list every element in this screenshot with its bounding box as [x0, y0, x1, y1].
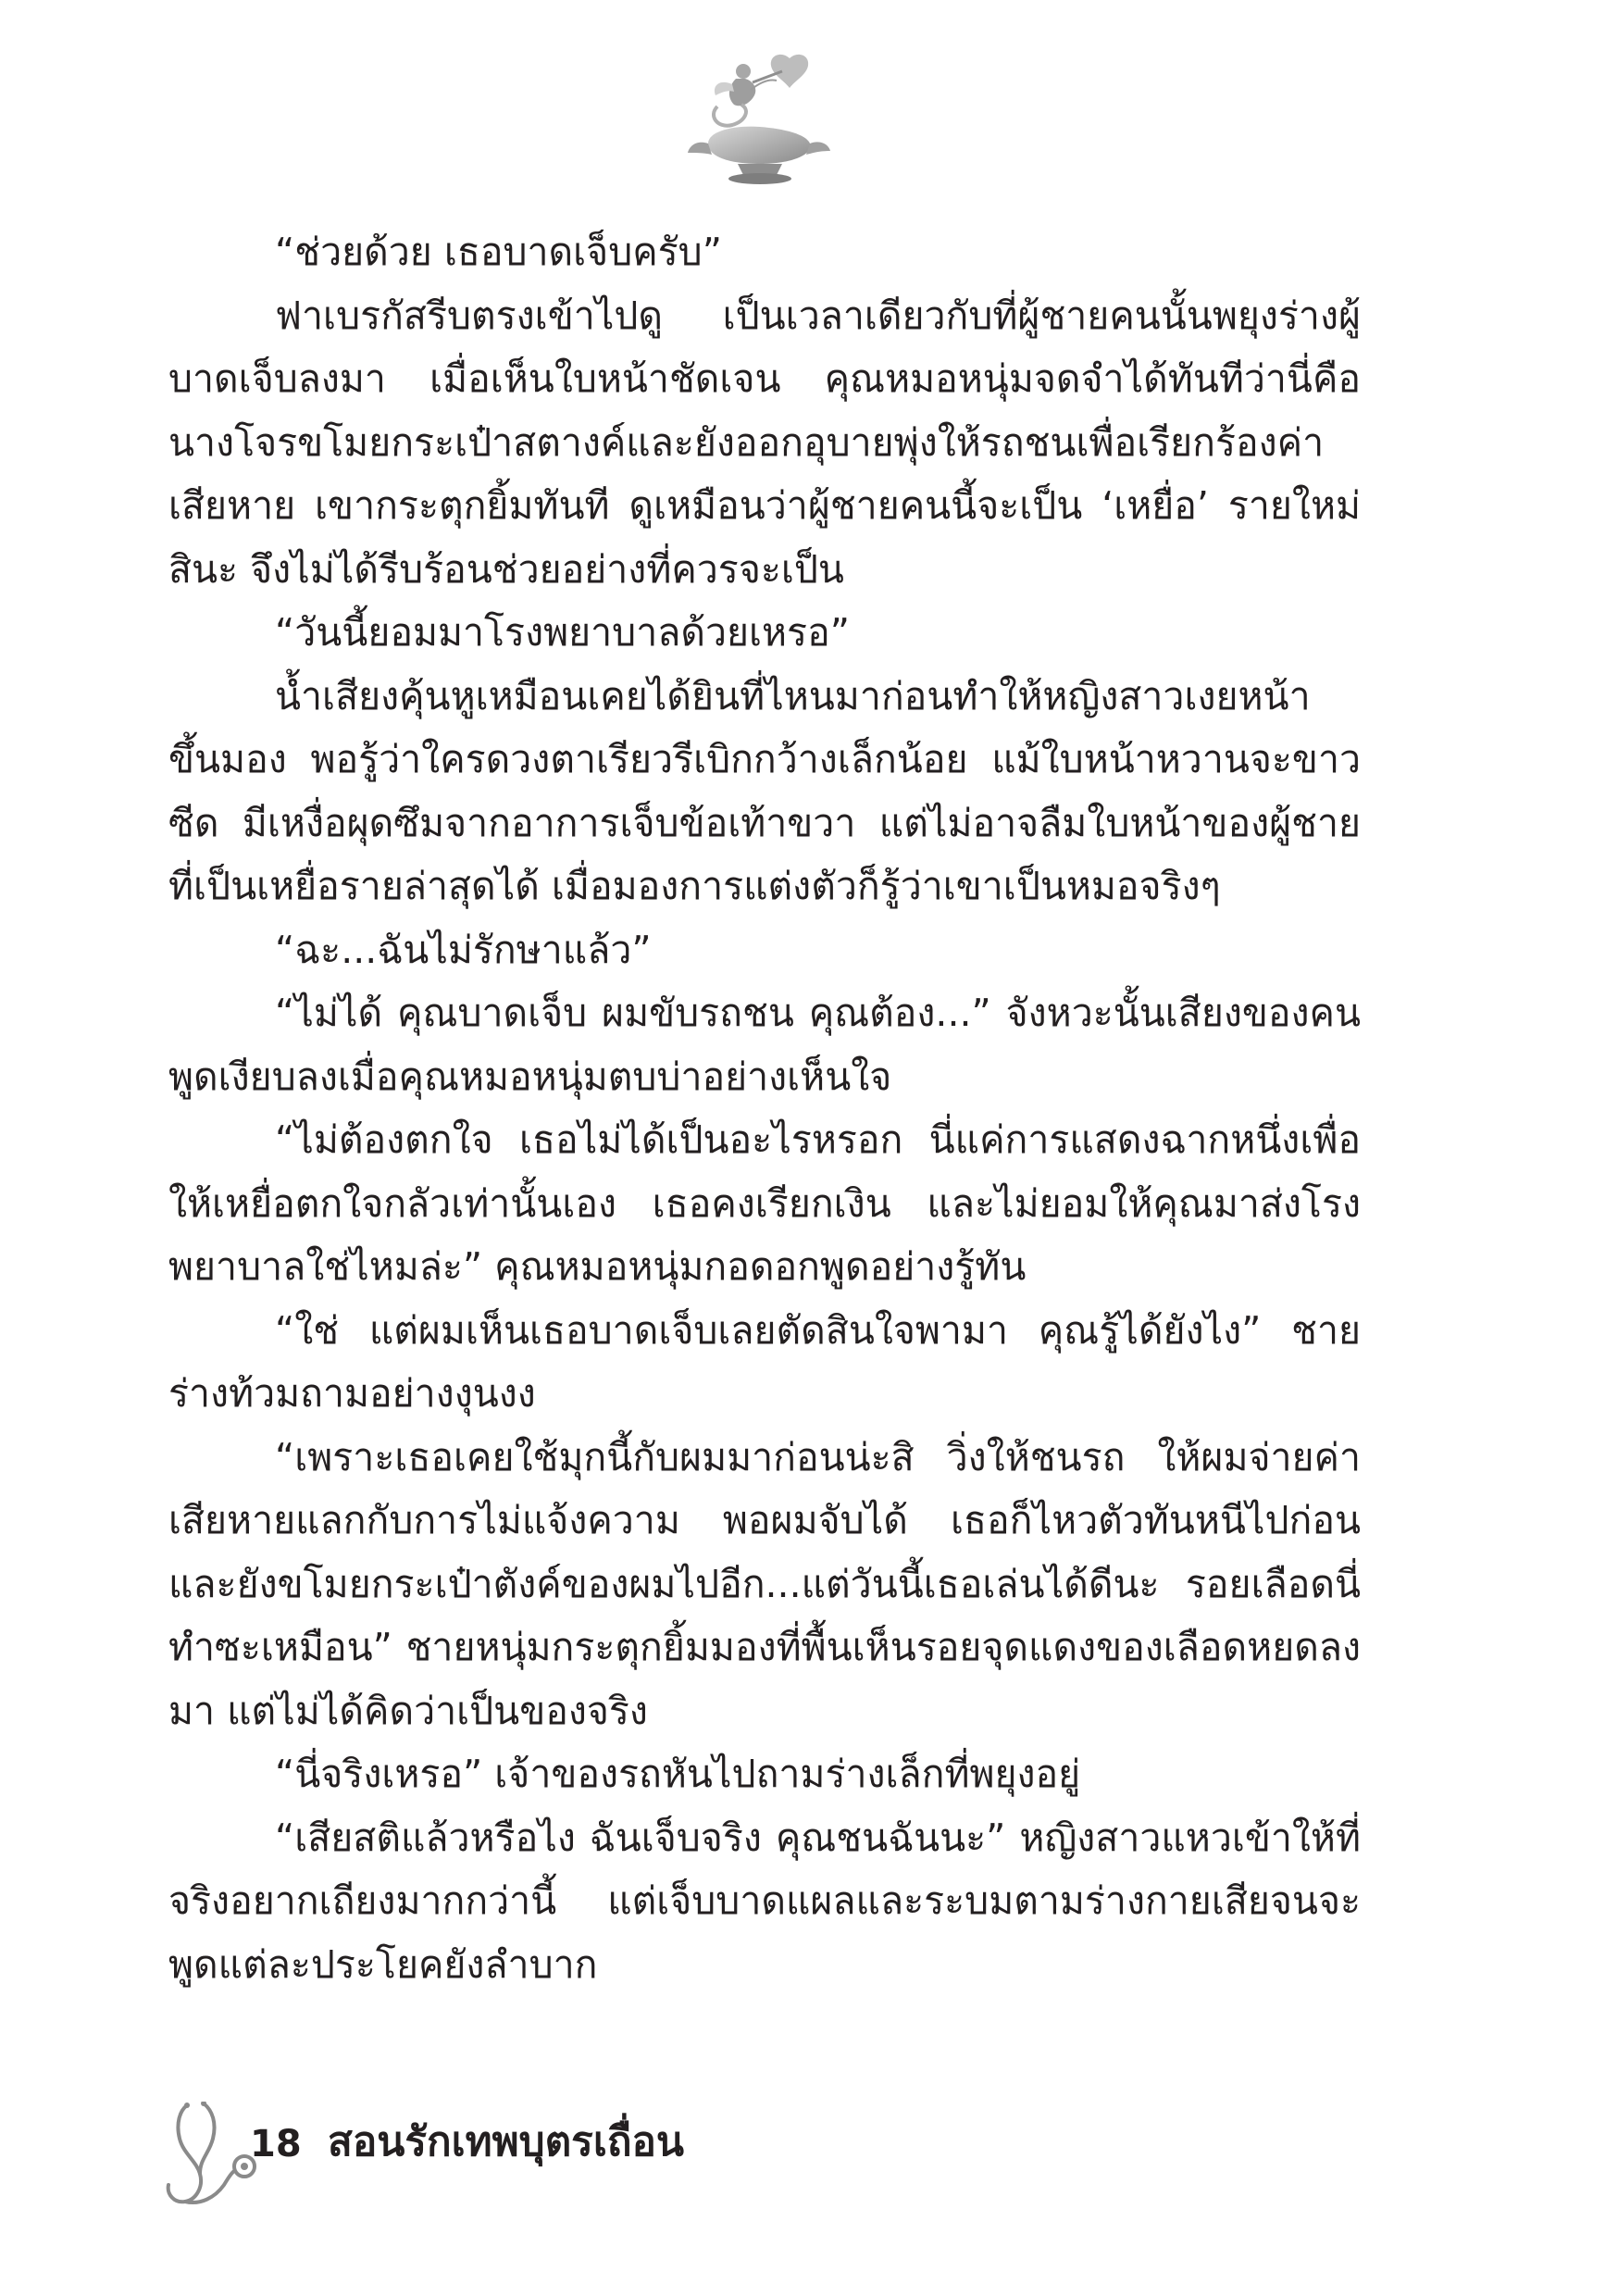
paragraph: “ไม่ได้ คุณบาดเจ็บ ผมขับรถชน คุณต้อง...” จังหวะนั้นเสียงของคนพูดเงียบลงเมื่อคุณหมอหนุ่มตบบ่าอย่างเห็นใจ — [168, 991, 1361, 1099]
paragraph: ฟาเบรกัสรีบตรงเข้าไปดู เป็นเวลาเดียวกับที่ผู้ชายคนนั้นพยุงร่างผู้บาดเจ็บลงมา เมื่อเห็นใบหน้าชัดเจน คุณหมอหนุ่มจดจำได้ทันทีว่านี่คือนางโจรขโมยกระเป๋าสตางค์และยังออกอุบายพุ่งให้รถชนเพื่อเรียกร้องค่าเสียหาย เขากระตุกยิ้มทันที ดูเหมือนว่าผู้ชายคนนี้จะเป็น ‘เหยื่อ’ รายใหม่สินะ จึงไม่ได้รีบร้อนช่วยอย่างที่ควรจะเป็น — [168, 293, 1361, 592]
paragraph: “ไม่ต้องตกใจ เธอไม่ได้เป็นอะไรหรอก นี่แค่การแสดงฉากหนึ่งเพื่อให้เหยื่อตกใจกลัวเท่านั้นเอง เธอคงเรียกเงิน และไม่ยอมให้คุณมาส่งโรงพยาบาลใช่ไหมล่ะ” คุณหมอหนุ่มกอดอกพูดอย่างรู้ทัน — [168, 1117, 1361, 1289]
paragraph: “ฉะ...ฉันไม่รักษาแล้ว” — [275, 927, 652, 972]
book-title: สอนรักเทพบุตรเถื่อน — [328, 2118, 684, 2165]
cupid-lamp-icon — [680, 51, 838, 190]
paragraph: “เสียสติแล้วหรือไง ฉันเจ็บจริง คุณชนฉันนะ” หญิงสาวแหวเข้าให้ที่จริงอยากเถียงมากกว่านี้ แต่เจ็บบาดแผลและระบมตามร่างกายเสียจนจะพูดแต่ละประโยคยังลำบาก — [168, 1815, 1361, 1987]
body-text — [168, 220, 1361, 1996]
paragraph: “นี่จริงเหรอ” เจ้าของรถหันไปถามร่างเล็กที่พยุงอยู่ — [275, 1752, 1081, 1796]
paragraph: น้ำเสียงคุ้นหูเหมือนเคยได้ยินที่ไหนมาก่อนทำให้หญิงสาวเงยหน้าขึ้นมอง พอรู้ว่าใครดวงตาเรียวรีเบิกกว้างเล็กน้อย แม้ใบหน้าหวานจะขาวซีด มีเหงื่อผุดซึมจากอาการเจ็บข้อเท้าขวา แต่ไม่อาจลืมใบหน้าของผู้ชายที่เป็นเหยื่อรายล่าสุดได้ เมื่อมองการแต่งตัวก็รู้ว่าเขาเป็นหมอจริงๆ — [168, 673, 1361, 908]
paragraph: “เพราะเธอเคยใช้มุกนี้กับผมมาก่อนน่ะสิ วิ่งให้ชนรถ ให้ผมจ่ายค่าเสียหายแลกกับการไม่แจ้งความ พอผมจับได้ เธอก็ไหวตัวทันหนีไปก่อน และยังขโมยกระเป๋าตังค์ของผมไปอีก...แต่วันนี้เธอเล่นได้ดีนะ รอยเลือดนี่ทำซะเหมือน” ชายหนุ่มกระตุกยิ้มมองที่พื้นเห็นรอยจุดแดงของเลือดหยดลงมา แต่ไม่ได้คิดว่าเป็นของจริง — [168, 1434, 1361, 1733]
page-footer — [159, 2102, 992, 2213]
paragraph: “ช่วยด้วย เธอบาดเจ็บครับ” — [275, 230, 722, 274]
page-number: 18 — [250, 2123, 302, 2165]
paragraph: “ใช่ แต่ผมเห็นเธอบาดเจ็บเลยตัดสินใจพามา คุณรู้ได้ยังไง” ชายร่างท้วมถามอย่างงุนงง — [168, 1307, 1361, 1416]
paragraph: “วันนี้ยอมมาโรงพยาบาลด้วยเหรอ” — [275, 610, 850, 655]
stethoscope-icon — [159, 2102, 261, 2213]
